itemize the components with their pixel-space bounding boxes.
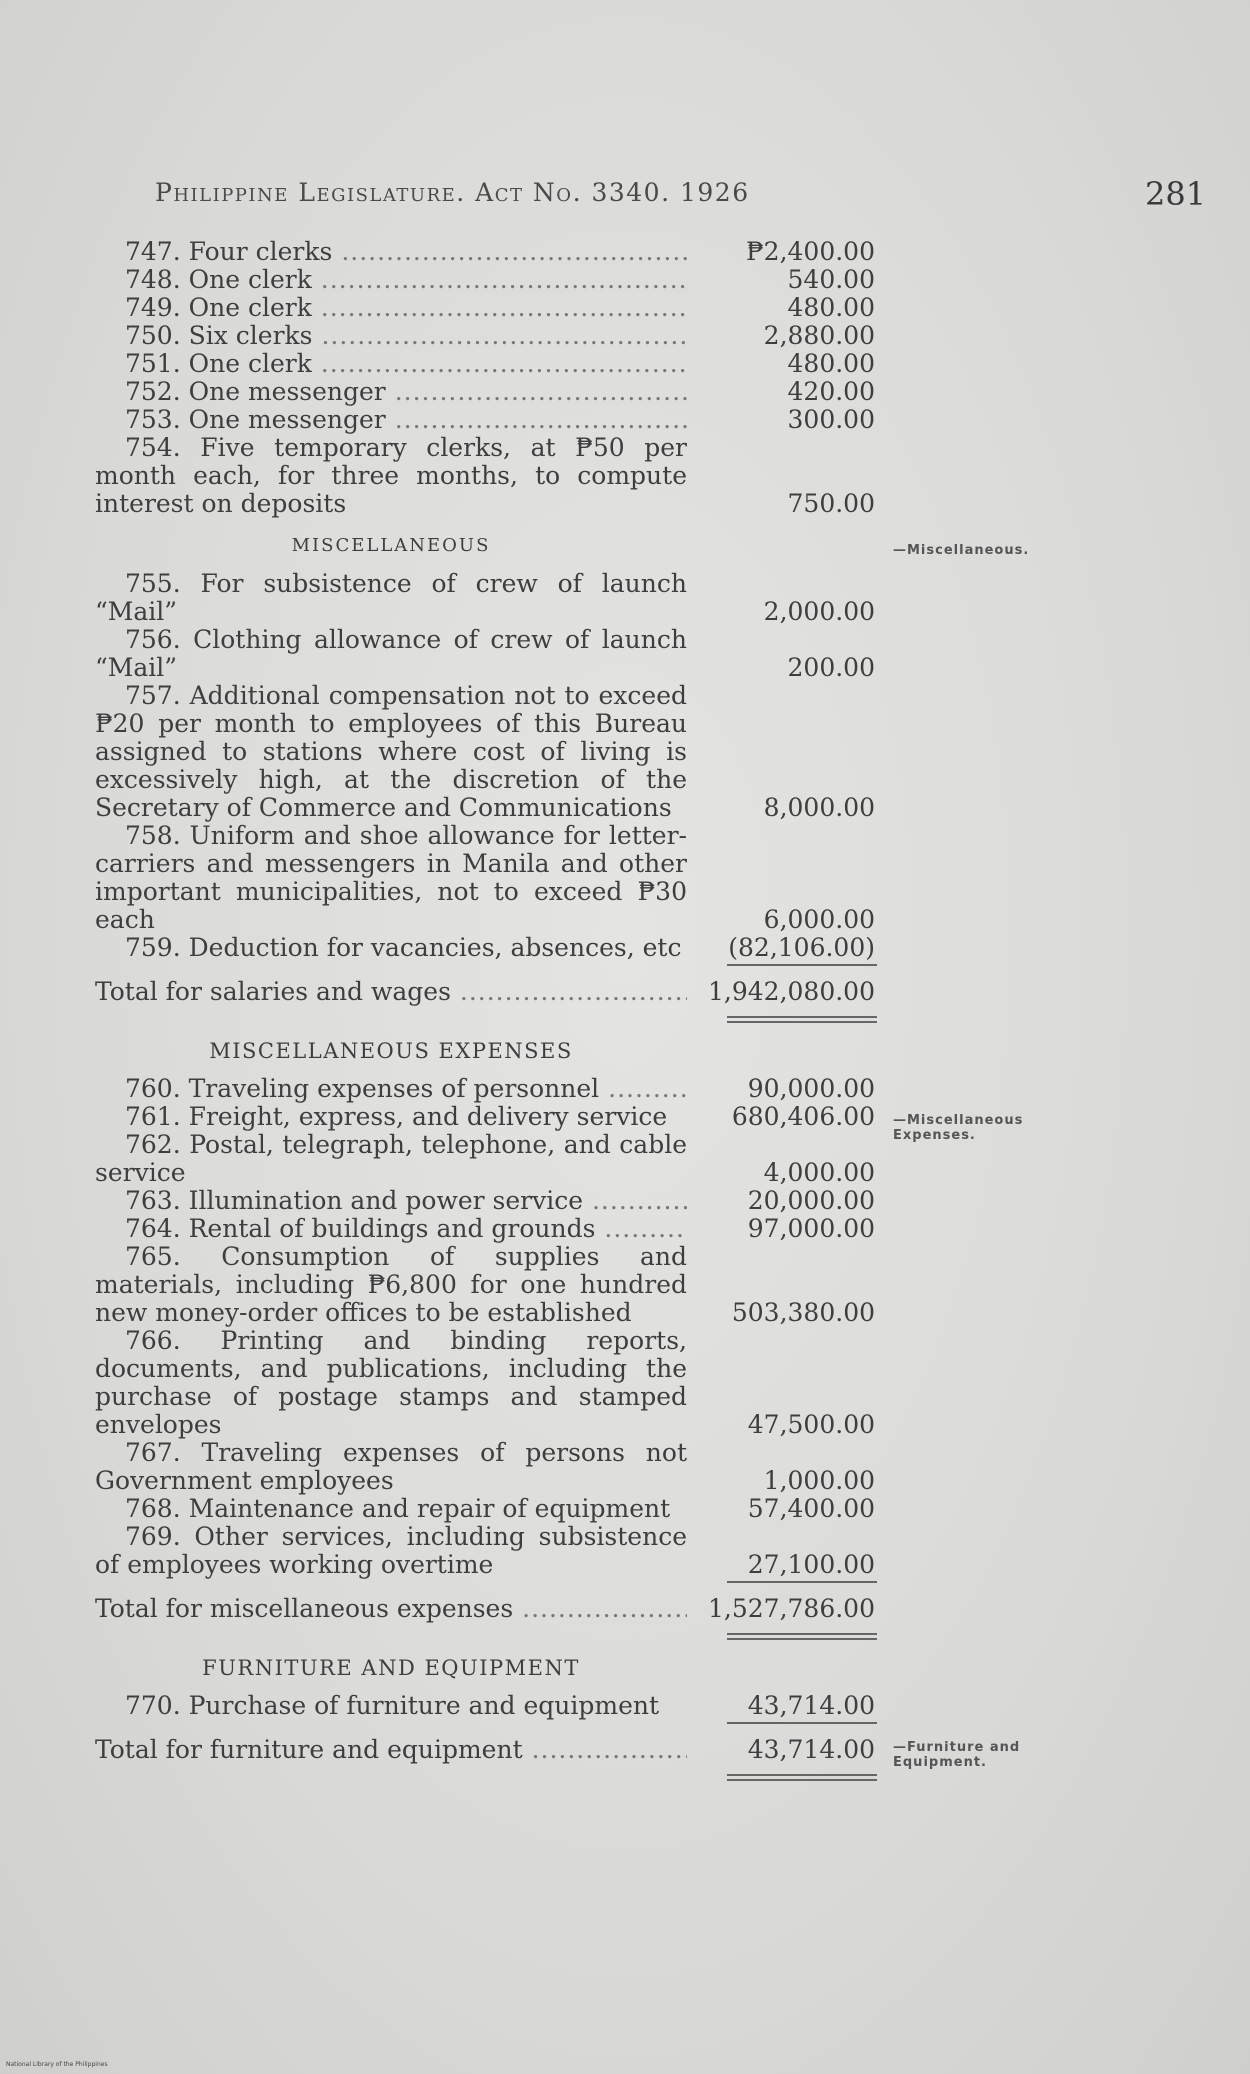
list-item xyxy=(95,1439,895,1495)
items-miscellaneous xyxy=(95,570,895,962)
total-salaries-row xyxy=(95,978,895,1006)
total-label: Total for furniture and equipment ..... xyxy=(95,1736,687,1764)
item-amount: 47,500.00 xyxy=(747,1410,875,1439)
item-text: 752. One messenger ..... xyxy=(125,378,687,406)
list-item xyxy=(95,822,895,934)
list-item xyxy=(95,1215,895,1243)
item-text: 763. Illumination and power service ..... xyxy=(125,1187,687,1215)
items-clerks xyxy=(95,238,895,518)
item-text: 756. Clothing allowance of crew of launch “Mail” xyxy=(95,625,687,682)
sum-rule xyxy=(727,964,877,966)
list-item xyxy=(95,682,895,822)
total-misc-row xyxy=(95,1595,895,1623)
list-item xyxy=(95,1187,895,1215)
item-text: 761. Freight, express, and delivery service xyxy=(125,1103,668,1131)
list-item xyxy=(95,378,895,406)
item-amount: 300.00 xyxy=(787,405,875,434)
list-item xyxy=(95,1131,895,1187)
list-item xyxy=(95,934,895,962)
item-text: 755. For subsistence of crew of launch “Mail” xyxy=(95,569,687,626)
item-amount: 4,000.00 xyxy=(763,1158,875,1187)
list-item xyxy=(95,322,895,350)
list-item xyxy=(95,1523,895,1579)
total-amount: 1,942,080.00 xyxy=(708,977,875,1006)
list-item xyxy=(95,406,895,434)
list-item xyxy=(95,434,895,518)
running-header: Philippine Legislature. Act No. 3340. 1926 xyxy=(155,178,750,207)
item-text: 762. Postal, telegraph, telephone, and cable service xyxy=(95,1130,687,1187)
page-number: 281 xyxy=(1145,175,1207,213)
item-amount: 480.00 xyxy=(787,293,875,322)
item-text: 764. Rental of buildings and grounds ..... xyxy=(125,1215,687,1243)
item-amount: 20,000.00 xyxy=(747,1186,875,1215)
item-text: 758. Uniform and shoe allowance for letter-carriers and messengers in Manila and other important municipalities, not to exceed ₱30 each xyxy=(95,821,687,934)
item-amount: 2,000.00 xyxy=(763,597,875,626)
item-amount: 97,000.00 xyxy=(747,1214,875,1243)
item-text: 753. One messenger ..... xyxy=(125,406,687,434)
item-amount: ₱2,400.00 xyxy=(746,237,875,266)
item-amount: 540.00 xyxy=(787,265,875,294)
list-item xyxy=(95,350,895,378)
item-amount: 43,714.00 xyxy=(747,1691,875,1720)
item-amount: (82,106.00) xyxy=(728,933,875,962)
list-item xyxy=(95,1327,895,1439)
item-amount: 57,400.00 xyxy=(747,1494,875,1523)
item-text: 748. One clerk ..... xyxy=(125,266,687,294)
item-amount: 90,000.00 xyxy=(747,1074,875,1103)
section-heading-misc-expenses: MISCELLANEOUS EXPENSES xyxy=(209,1039,573,1063)
item-amount: 480.00 xyxy=(787,349,875,378)
item-text: 759. Deduction for vacancies, absences, etc xyxy=(125,933,682,962)
margin-note-furniture: —Furniture and Equipment. xyxy=(893,1740,1021,1770)
margin-note-misc-expenses: —Miscellaneous Expenses. xyxy=(893,1113,1024,1143)
item-text: 769. Other services, including subsistence of employees working overtime xyxy=(95,1522,687,1579)
item-text: 767. Traveling expenses of persons not Government employees xyxy=(95,1438,687,1495)
item-text: 750. Six clerks ..... xyxy=(125,322,687,350)
total-amount: 1,527,786.00 xyxy=(708,1594,875,1623)
item-text: 766. Printing and binding reports, documents, and publications, including the purchase of postage stamps and stamped envelopes xyxy=(95,1326,687,1439)
double-rule xyxy=(727,1016,877,1023)
item-text: 760. Traveling expenses of personnel ..... xyxy=(125,1075,687,1103)
list-item xyxy=(95,1103,895,1131)
list-item xyxy=(95,1075,895,1103)
total-label: Total for miscellaneous expenses ..... xyxy=(95,1595,687,1623)
sum-rule xyxy=(727,1581,877,1583)
section-heading-furniture: FURNITURE AND EQUIPMENT xyxy=(202,1656,580,1680)
list-item xyxy=(95,1495,895,1523)
item-amount: 200.00 xyxy=(787,653,875,682)
item-text: 757. Additional compensation not to exceed ₱20 per month to employees of this Bureau assigned to stations where cost of living is excessively high, at the discretion of the Secretary of Commerce and Communications xyxy=(95,681,687,822)
item-amount: 680,406.00 xyxy=(731,1102,875,1131)
item-amount: 8,000.00 xyxy=(763,793,875,822)
section-heading-miscellaneous: MISCELLANEOUS xyxy=(291,535,491,556)
total-furniture-row xyxy=(95,1736,895,1764)
item-text: 749. One clerk ..... xyxy=(125,294,687,322)
item-amount: 750.00 xyxy=(787,489,875,518)
list-item xyxy=(95,238,895,266)
total-label: Total for salaries and wages ..... xyxy=(95,978,687,1006)
list-item xyxy=(95,1692,895,1720)
list-item xyxy=(95,266,895,294)
item-text: 754. Five temporary clerks, at ₱50 per month each, for three months, to compute interest on deposits xyxy=(95,433,687,518)
list-item xyxy=(95,570,895,626)
item-amount: 503,380.00 xyxy=(731,1298,875,1327)
item-text: 770. Purchase of furniture and equipment xyxy=(125,1692,660,1720)
item-text: 751. One clerk ..... xyxy=(125,350,687,378)
double-rule xyxy=(727,1633,877,1640)
total-amount: 43,714.00 xyxy=(747,1735,875,1764)
item-amount: 2,880.00 xyxy=(763,321,875,350)
double-rule xyxy=(727,1774,877,1781)
item-amount: 6,000.00 xyxy=(763,905,875,934)
list-item xyxy=(95,626,895,682)
appropriation-list xyxy=(95,238,895,1781)
margin-note-miscellaneous: —Miscellaneous. xyxy=(893,543,1030,558)
item-amount: 420.00 xyxy=(787,377,875,406)
items-misc-expenses xyxy=(95,1075,895,1579)
item-text: 765. Consumption of supplies and materials, including ₱6,800 for one hundred new money-order offices to be established xyxy=(95,1242,687,1327)
list-item xyxy=(95,294,895,322)
item-amount: 1,000.00 xyxy=(763,1466,875,1495)
item-text: 747. Four clerks ..... xyxy=(125,238,687,266)
item-text: 768. Maintenance and repair of equipment xyxy=(125,1495,671,1523)
list-item xyxy=(95,1243,895,1327)
sum-rule xyxy=(727,1722,877,1724)
item-amount: 27,100.00 xyxy=(747,1550,875,1579)
footer-credit: National Library of the Philippines xyxy=(6,2061,108,2068)
